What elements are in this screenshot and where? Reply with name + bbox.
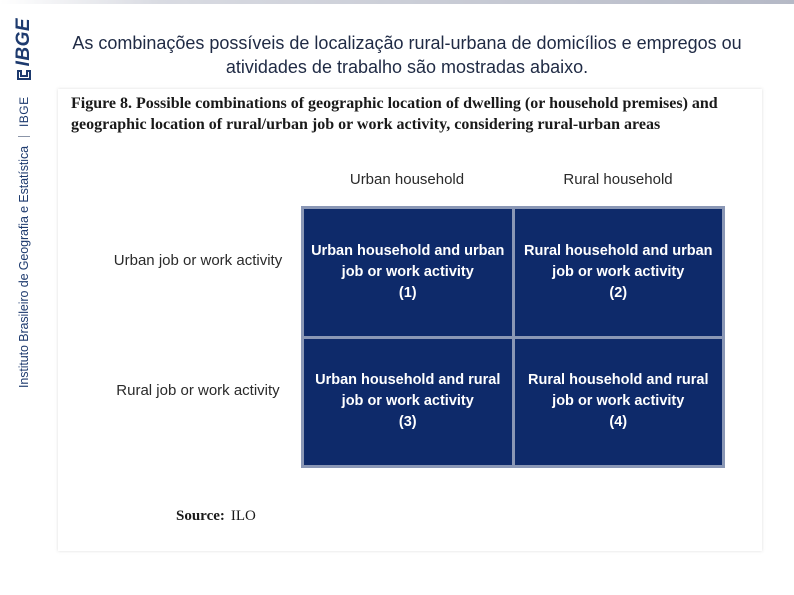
matrix-cell-text: Rural household and urban job or work activity [523, 242, 713, 280]
matrix-cell-2 [515, 209, 723, 336]
ibge-logo [13, 18, 35, 82]
column-header-rural-household: Rural household [563, 171, 673, 188]
matrix-cell-number: (3) [398, 414, 417, 431]
matrix-cell-4 [515, 339, 723, 466]
ibge-logo-text: IBGE [13, 17, 34, 67]
matrix-cell-number: (4) [609, 414, 628, 431]
top-gradient-bar [0, 0, 794, 4]
column-header-urban-household: Urban household [349, 171, 465, 188]
figure-caption: Figure 8. Possible combinations of geographic location of dwelling (or household premises) and geographic location of rural/urban job or work activity, considering rural-urban areas [71, 95, 718, 133]
page-heading: As combinações possíveis de localização rural-urbana de domicílios e empregos ou atividades de trabalho são mostradas abaixo. [72, 33, 742, 77]
source-label: Source: [176, 508, 225, 524]
matrix-cell-number: (1) [398, 284, 417, 301]
matrix-cell-1 [304, 209, 512, 336]
sidebar-brand [10, 8, 38, 388]
institute-name: Instituto Brasileiro de Geografia e Estatística [17, 146, 31, 388]
figure-panel [58, 89, 762, 551]
institute-acronym: IBGE [17, 96, 31, 128]
source-value: ILO [230, 508, 256, 524]
row-header-urban-job: Urban job or work activity [113, 252, 283, 269]
row-header-rural-job: Rural job or work activity [116, 382, 280, 399]
matrix-cell-text: Rural household and rural job or work activity [528, 372, 709, 410]
matrix-cell-text: Urban household and urban job or work activity [311, 242, 505, 280]
brand-divider [18, 136, 30, 137]
combination-matrix [301, 206, 725, 468]
matrix-cell-number: (2) [609, 284, 628, 301]
matrix-cell-3 [304, 339, 512, 466]
matrix-cell-text: Urban household and rural job or work activity [315, 372, 501, 410]
ibge-logo-icon [16, 68, 32, 82]
figure-source [176, 508, 256, 525]
